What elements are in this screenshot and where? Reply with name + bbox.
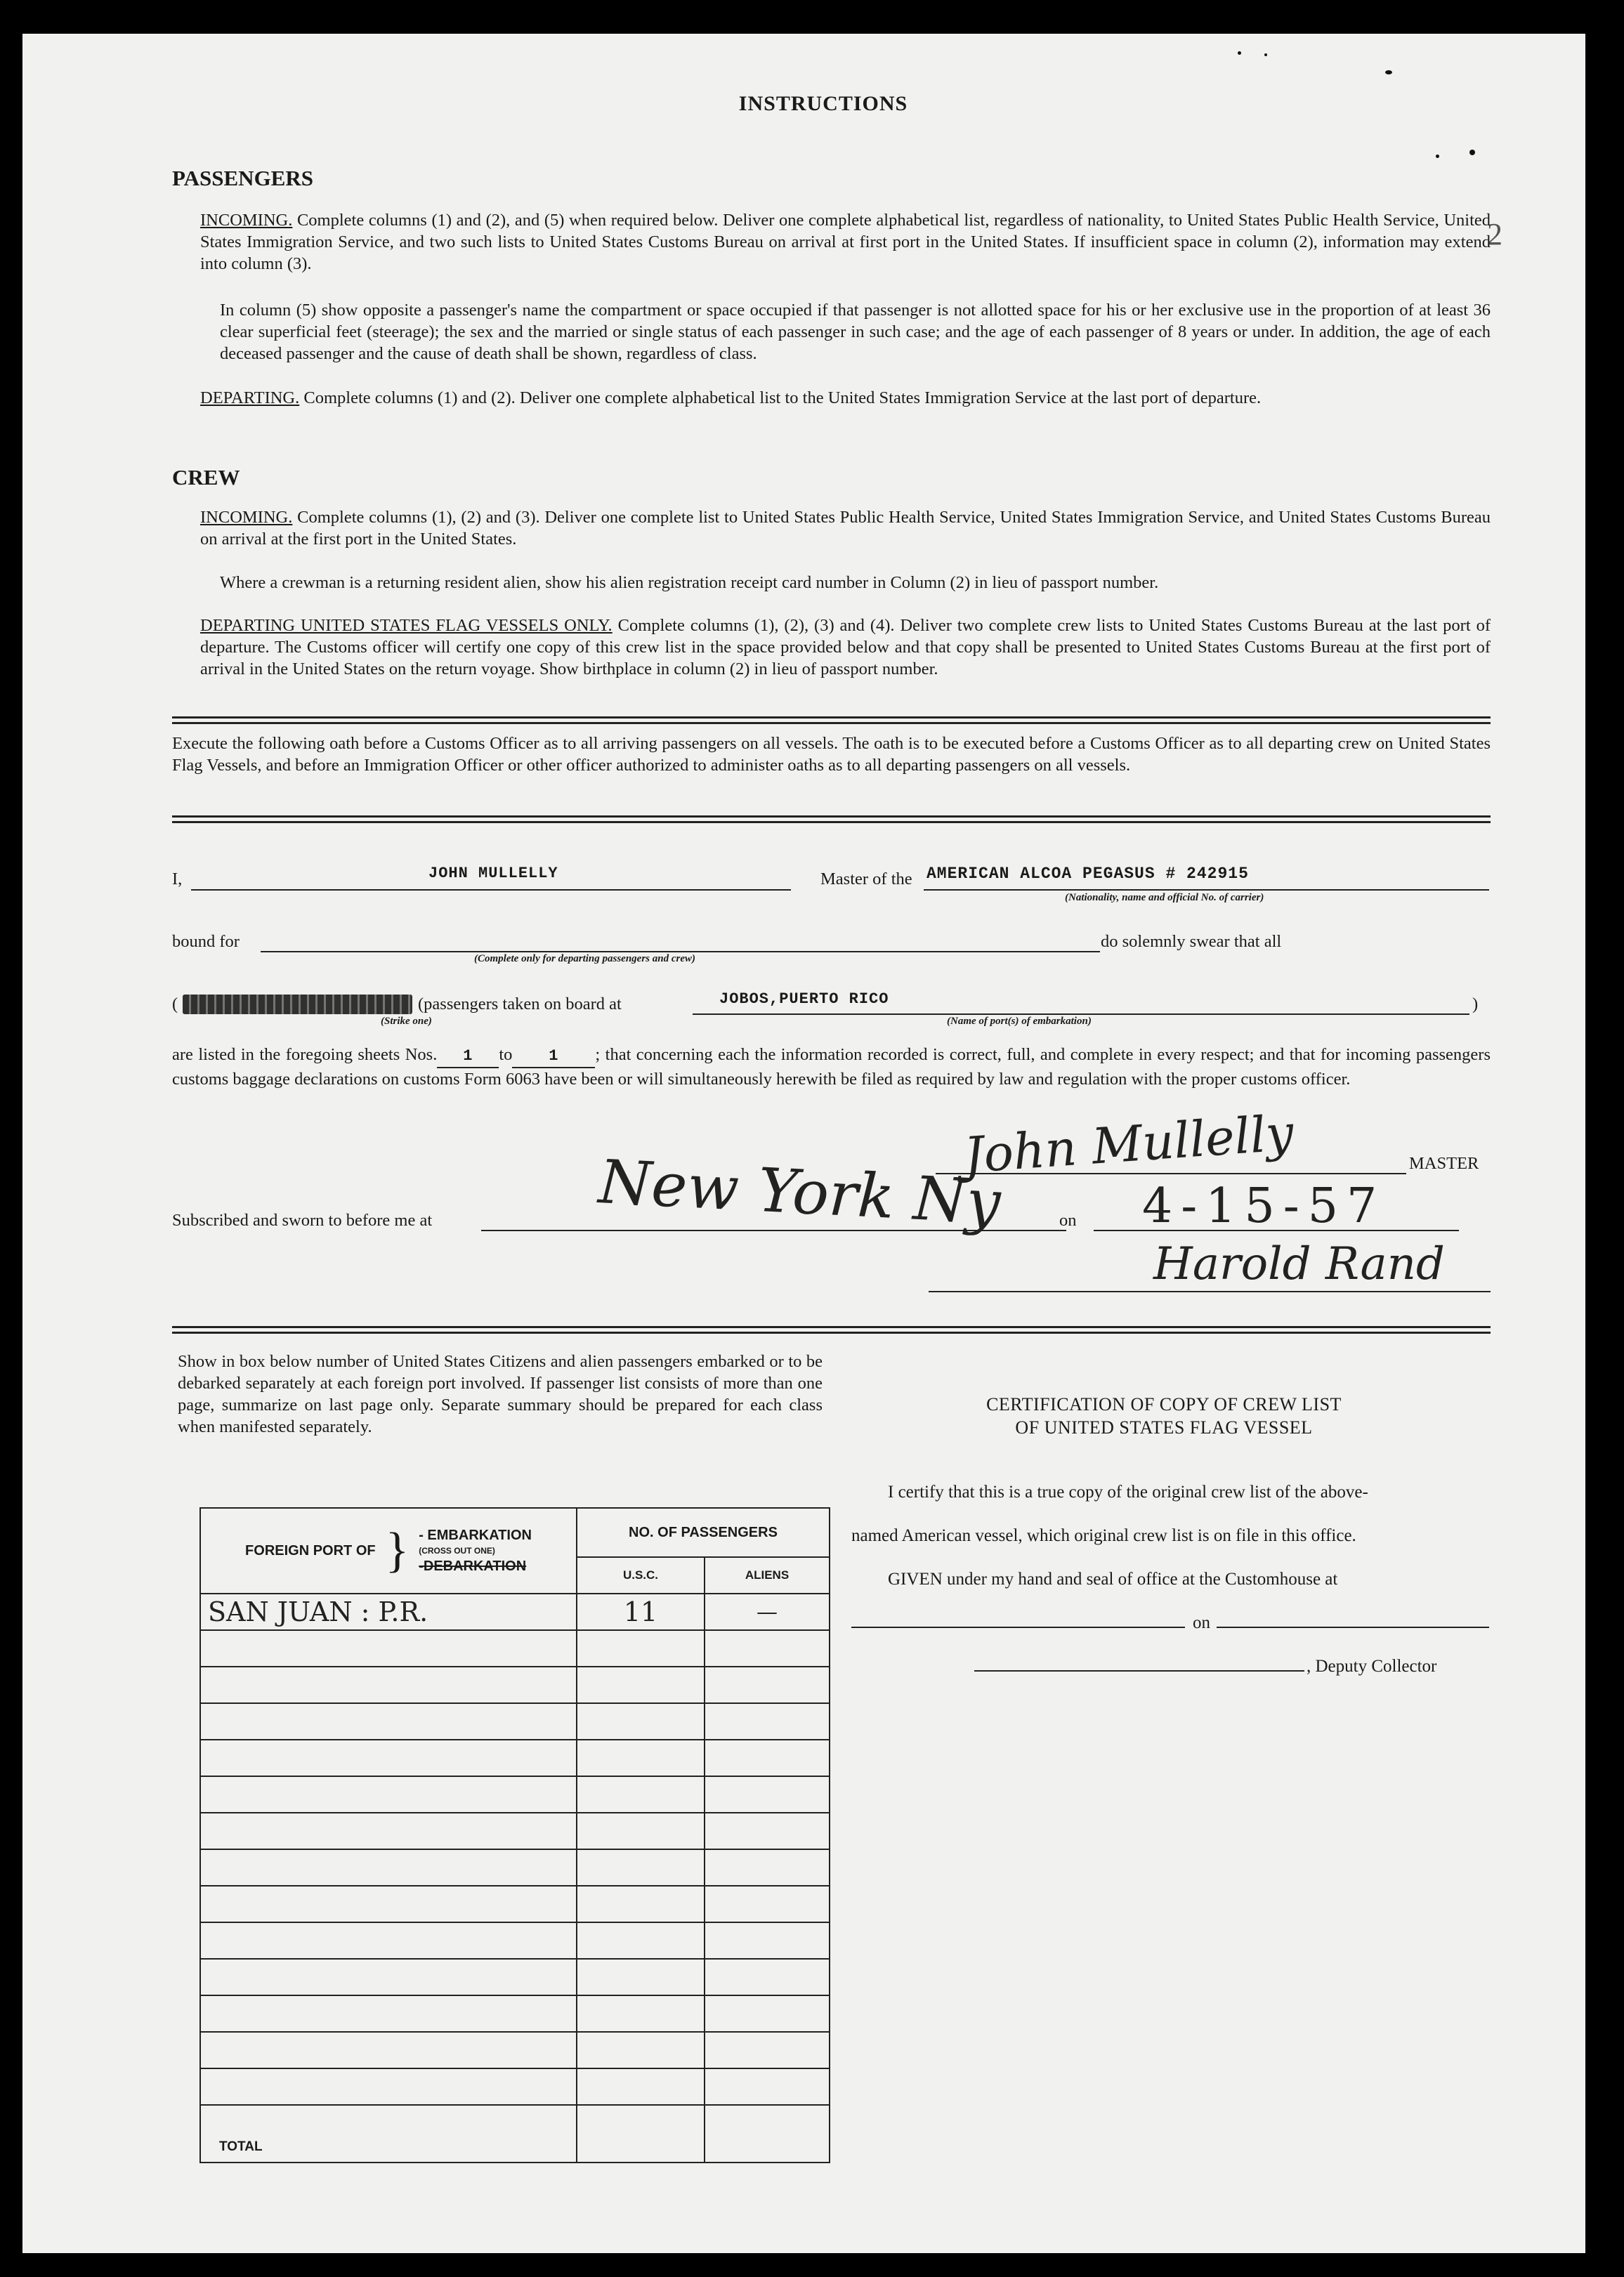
- row-aliens[interactable]: —: [705, 1594, 830, 1630]
- row-port[interactable]: [200, 1740, 577, 1776]
- table-row: [200, 1813, 830, 1849]
- row-usc[interactable]: [577, 1922, 705, 1959]
- scan-speck: [1385, 70, 1392, 74]
- table-row: [200, 1630, 830, 1667]
- table-row: [200, 1849, 830, 1886]
- certification-date-field[interactable]: [1217, 1627, 1489, 1628]
- total-aliens[interactable]: [705, 2105, 830, 2163]
- passengers-departing: [200, 387, 1491, 409]
- row-aliens[interactable]: [705, 1849, 830, 1886]
- brace-icon: }: [385, 1523, 410, 1577]
- sheets-statement: [172, 1044, 1491, 1090]
- crew-incoming: [200, 506, 1491, 550]
- crew-resident-text: Where a crewman is a returning resident alien, show his alien registration receipt card number in Column (2) in lieu of passport number.: [220, 573, 1159, 592]
- table-row: [200, 1776, 830, 1813]
- passengers-label: (passengers taken on board at: [418, 995, 622, 1013]
- master-label: MASTER: [1409, 1154, 1479, 1173]
- swear-label: do solemnly swear that all: [1101, 932, 1282, 951]
- deputy-collector-field[interactable]: [974, 1670, 1304, 1672]
- bound-for-label: bound for: [172, 932, 240, 951]
- row-usc[interactable]: [577, 1886, 705, 1922]
- scan-speck: [1264, 53, 1267, 56]
- officer-signature-line[interactable]: [929, 1291, 1491, 1292]
- row-aliens[interactable]: [705, 2068, 830, 2105]
- divider-2: [172, 815, 1491, 823]
- row-usc[interactable]: [577, 2068, 705, 2105]
- passengers-departing-text: Complete columns (1) and (2). Deliver one complete alphabetical list to the United States Immigration Service at the last port of departure.: [303, 388, 1262, 407]
- sheets-label: are listed in the foregoing sheets Nos.: [172, 1045, 438, 1064]
- row-usc[interactable]: [577, 1703, 705, 1740]
- table-row: [200, 1886, 830, 1922]
- certification-given: GIVEN under my hand and seal of office at the Customhouse at: [888, 1570, 1338, 1589]
- row-aliens[interactable]: [705, 1667, 830, 1703]
- passengers-column5: [220, 299, 1491, 365]
- sheet-from: 1: [463, 1047, 473, 1065]
- master-of-label: Master of the: [820, 870, 912, 888]
- certification-title-line1: CERTIFICATION OF COPY OF CREW LIST: [986, 1394, 1342, 1415]
- port-field[interactable]: [693, 1013, 1469, 1015]
- row-usc[interactable]: [577, 1813, 705, 1849]
- usc-header: U.S.C.: [577, 1557, 705, 1594]
- crew-departing-text: Complete columns (1), (2), (3) and (4). Deliver two complete crew lists to United States Customs Bureau at the last port of departure. The Customs officer will certify one copy of this crew list in the space provided below and that copy shall be presented to United States Customs Bureau at the first port of arrival in the United States on the return voyage. Show birthplace in column (2) in lieu of passport number.: [200, 616, 1491, 678]
- table-row: [200, 2032, 830, 2068]
- bound-for-field[interactable]: [261, 951, 1100, 952]
- master-signature-line[interactable]: [936, 1173, 1406, 1174]
- passenger-summary-table: [199, 1507, 830, 2163]
- open-paren: (: [172, 995, 178, 1013]
- sheet-from-field[interactable]: [437, 1044, 499, 1068]
- row-port[interactable]: [200, 1630, 577, 1667]
- table-row: [200, 1667, 830, 1703]
- instructions-title: INSTRUCTIONS: [738, 92, 908, 115]
- close-paren: ): [1472, 995, 1479, 1013]
- table-row: [200, 1922, 830, 1959]
- sworn-date: 4-15-57: [1142, 1179, 1386, 1234]
- port-name: JOBOS,PUERTO RICO: [719, 990, 889, 1008]
- vessel-name: AMERICAN ALCOA PEGASUS # 242915: [926, 865, 1249, 883]
- row-port[interactable]: [200, 1813, 577, 1849]
- row-port[interactable]: [200, 2032, 577, 2068]
- row-port[interactable]: [200, 1667, 577, 1703]
- officer-signature: Harold Rand: [1153, 1238, 1445, 1290]
- row-aliens[interactable]: [705, 1776, 830, 1813]
- row-aliens[interactable]: [705, 1886, 830, 1922]
- foreign-port-label: FOREIGN PORT OF: [245, 1543, 376, 1559]
- form-page: [22, 34, 1585, 2253]
- row-port[interactable]: [200, 2068, 577, 2105]
- scan-speck: [1238, 51, 1241, 55]
- scan-speck: [1436, 155, 1439, 158]
- vessel-caption: (Nationality, name and official No. of carrier): [1065, 892, 1264, 903]
- crew-departing: [200, 615, 1491, 680]
- passengers-column5-text: In column (5) show opposite a passenger's name the compartment or space occupied if that passenger is not allotted space for his or her exclusive use in the proportion of at least 36 clear superficial feet (steerage); the sex and the married or single status of each passenger in such case; and the age of each passenger of 8 years or under. In addition, the age of each deceased passenger and the cause of death shall be shown, regardless of class.: [220, 301, 1491, 363]
- row-aliens[interactable]: [705, 1630, 830, 1667]
- row-usc[interactable]: [577, 1740, 705, 1776]
- scan-speck: [1469, 150, 1475, 155]
- row-aliens[interactable]: [705, 1995, 830, 2032]
- divider-1: [172, 716, 1491, 724]
- row-aliens[interactable]: [705, 1703, 830, 1740]
- row-port[interactable]: [200, 1776, 577, 1813]
- row-port[interactable]: [200, 1959, 577, 1995]
- total-usc[interactable]: [577, 2105, 705, 2163]
- table-row: [200, 1740, 830, 1776]
- sworn-place: New York Ny: [596, 1147, 1002, 1238]
- crew-departing-label: DEPARTING UNITED STATES FLAG VESSELS ONLY.: [200, 616, 613, 635]
- row-port[interactable]: SAN JUAN : P.R.: [200, 1594, 577, 1630]
- row-usc[interactable]: [577, 1849, 705, 1886]
- table-row: [200, 2068, 830, 2105]
- total-label: TOTAL: [200, 2105, 577, 2163]
- passengers-incoming-label: INCOMING.: [200, 211, 293, 230]
- total-row: [200, 2105, 830, 2163]
- row-port[interactable]: [200, 1995, 577, 2032]
- port-caption: (Name of port(s) of embarkation): [947, 1016, 1092, 1027]
- row-usc[interactable]: [577, 2032, 705, 2068]
- master-signature: John Mullelly: [962, 1103, 1296, 1185]
- crew-incoming-label: INCOMING.: [200, 508, 293, 527]
- page-number: 2: [1487, 217, 1502, 251]
- table-row: [200, 1995, 830, 2032]
- row-aliens[interactable]: [705, 1740, 830, 1776]
- crew-resident: [220, 572, 1491, 593]
- passengers-incoming-text: Complete columns (1) and (2), and (5) when required below. Deliver one complete alphabetical list, regardless of nationality, to United States Public Health Service, United States Immigration Service, and two such lists to United States Customs Bureau on arrival at first port in the United States. If insufficient space in column (2), information may extend into column (3).: [200, 211, 1491, 273]
- aliens-header: ALIENS: [705, 1557, 830, 1594]
- divider-3: [172, 1326, 1491, 1334]
- crew-heading: CREW: [172, 465, 240, 490]
- master-name-field[interactable]: [191, 889, 791, 891]
- certification-on-label: on: [1193, 1613, 1210, 1632]
- certification-text2: named American vessel, which original crew list is on file in this office.: [851, 1526, 1356, 1545]
- crew-incoming-text: Complete columns (1), (2) and (3). Deliver one complete list to United States Public Health Service, United States Immigration Service, and United States Customs Bureau on arrival at the first port in the United States.: [200, 508, 1491, 549]
- foreign-port-header: [200, 1508, 577, 1594]
- deputy-collector-label: , Deputy Collector: [1307, 1657, 1437, 1676]
- table-row: [200, 1959, 830, 1995]
- vessel-field[interactable]: [924, 889, 1489, 891]
- sworn-on-label: on: [1059, 1211, 1077, 1230]
- bound-caption: (Complete only for departing passengers and crew): [474, 953, 695, 964]
- row-port[interactable]: [200, 1703, 577, 1740]
- row-aliens[interactable]: [705, 1959, 830, 1995]
- oath-i-label: I,: [172, 870, 183, 888]
- sheets-text: ; that concerning each the information recorded is correct, full, and complete in every respect; and that for incoming passengers customs baggage declarations on customs Form 6063 have been or will simultaneously herewith be filed as required by law and regulation with the proper customs officer.: [172, 1045, 1491, 1089]
- sworn-label: Subscribed and sworn to before me at: [172, 1211, 433, 1230]
- certification-text1: I certify that this is a true copy of the original crew list of the above-: [888, 1483, 1368, 1502]
- strikeout-crewmen: [183, 995, 412, 1014]
- embarkation-label: - EMBARKATION: [419, 1528, 532, 1543]
- row-usc[interactable]: [577, 1959, 705, 1995]
- sheet-to: 1: [549, 1047, 559, 1065]
- row-usc[interactable]: 11: [577, 1594, 705, 1630]
- row-port[interactable]: [200, 1886, 577, 1922]
- sheet-to-field[interactable]: [512, 1044, 595, 1068]
- row-usc[interactable]: [577, 1667, 705, 1703]
- row-usc[interactable]: [577, 1630, 705, 1667]
- passengers-departing-label: DEPARTING.: [200, 388, 300, 407]
- row-port[interactable]: [200, 1922, 577, 1959]
- customhouse-field[interactable]: [851, 1627, 1185, 1628]
- row-aliens[interactable]: [705, 2032, 830, 2068]
- row-port[interactable]: [200, 1849, 577, 1886]
- passengers-heading: PASSENGERS: [172, 166, 313, 190]
- master-name: JOHN MULLELLY: [428, 865, 558, 882]
- no-passengers-header: NO. OF PASSENGERS: [577, 1508, 830, 1557]
- cross-out-label: (CROSS OUT ONE): [419, 1546, 495, 1556]
- table-row: [200, 1703, 830, 1740]
- to-label: to: [499, 1045, 513, 1064]
- summary-instructions: Show in box below number of United States Citizens and alien passengers embarked or to be debarked separately at each foreign port involved. If passenger list consists of more than one page, summarize on last page only. Separate summary should be prepared for each class when manifested separately.: [178, 1352, 823, 1436]
- passengers-incoming: [200, 209, 1491, 275]
- certification-title: [837, 1393, 1491, 1439]
- row-usc[interactable]: [577, 1776, 705, 1813]
- certification-title-line2: OF UNITED STATES FLAG VESSEL: [1015, 1417, 1313, 1438]
- strike-caption: (Strike one): [381, 1016, 432, 1027]
- row-aliens[interactable]: [705, 1813, 830, 1849]
- oath-intro: Execute the following oath before a Customs Officer as to all arriving passengers on all vessels. The oath is to be executed before a Customs Officer as to all departing crew on United States Flag Vessels, and before an Immigration Officer or other officer authorized to administer oaths as to all departing passengers on all vessels.: [172, 734, 1491, 775]
- row-aliens[interactable]: [705, 1922, 830, 1959]
- table-row: [200, 1594, 830, 1630]
- row-usc[interactable]: [577, 1995, 705, 2032]
- debarkation-label: -DEBARKATION: [419, 1559, 527, 1574]
